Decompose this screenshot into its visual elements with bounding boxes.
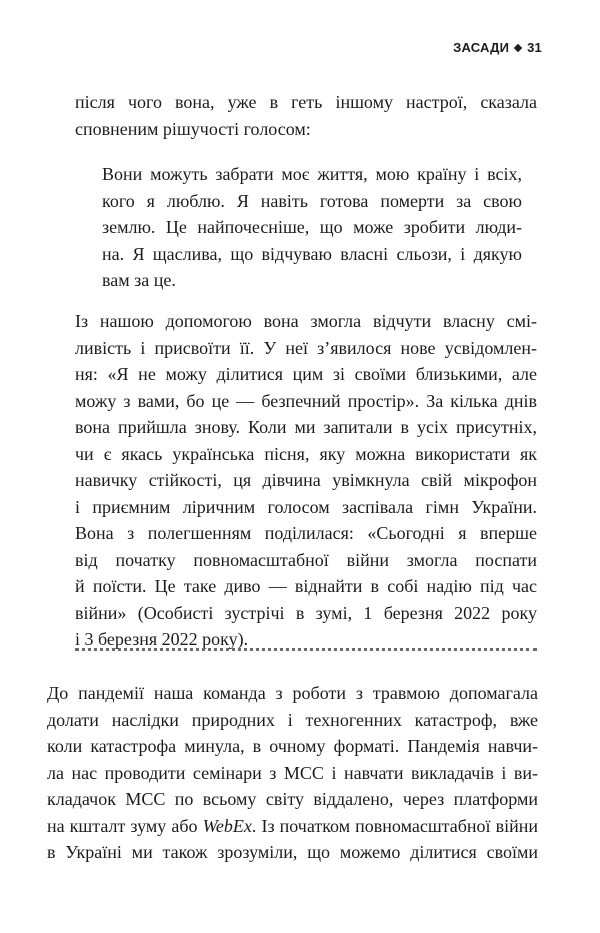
text-line-mixed (47, 813, 538, 840)
main-paragraph (47, 680, 538, 866)
text-line: ня: «Я не можу ділитися цим зі своїми близькими, але (75, 364, 537, 384)
text-segment: . Із початком повномасштабної війни (251, 815, 538, 836)
text-line: і приємним ліричним голосом заспівала гімн України. (75, 496, 537, 517)
text-line: чи є якась українська пісня, яку можна використати як (75, 443, 537, 464)
text-line: після чого вона, уже в геть іншому настрої, сказала (75, 92, 537, 112)
quote-line: Вони можуть забрати моє життя, мою країну і всіх, (102, 164, 522, 184)
text-line: кладачок МСС по всьому світу віддалено, через платформи (47, 789, 538, 809)
block-quote (102, 161, 522, 294)
text-segment: на кшталт зуму або (47, 815, 203, 836)
dotted-divider (75, 648, 537, 651)
story-paragraph (75, 308, 537, 653)
text-line: і 3 березня 2022 року). (75, 629, 249, 649)
text-line: Вона з полегшенням поділилася: «Сьогодні я вперше (75, 523, 537, 543)
text-line: можу з вами, бо це — безпечний простір». За кілька днів (75, 390, 537, 411)
text-line: війни» (Особисті зустрічі в зумі, 1 березня 2022 року (75, 602, 537, 623)
text-line: в Україні ми також зрозуміли, що можемо ділитися своїми (47, 842, 538, 862)
page-number: 31 (527, 40, 542, 55)
text-line: вона прийшла знову. Коли ми запитали в усіх присутніх, (75, 417, 537, 437)
webex-term: WebEx (202, 815, 252, 836)
text-line: від початку повномасштабної війни змогла поспати (75, 549, 537, 570)
text-line: навичку стійкості, ця дівчина увімкнула свій мікрофон (75, 470, 537, 490)
quote-line: кого я люблю. Я навіть готова померти за свою (102, 190, 522, 211)
intro-paragraph (75, 89, 537, 142)
diamond-icon (514, 43, 522, 51)
text-line: сповненим рішучості голосом: (75, 118, 311, 139)
text-line: До пандемії наша команда з роботи з травмою допомагала (47, 683, 538, 703)
quote-line: землю. Це найпочесніше, що може зробити люди- (102, 217, 522, 237)
text-line: долати наслідки природних і техногенних катастроф, вже (47, 709, 538, 730)
section-title: ЗАСАДИ (453, 40, 510, 55)
quote-line: на. Я щаслива, що відчуваю власні сльози, і дякую (102, 243, 522, 264)
text-line: ла нас проводити семінари з МСС і навчати викладачів і ви- (47, 762, 538, 783)
text-line: Із нашою допомогою вона змогла відчути власну смі- (75, 311, 537, 331)
text-line: й поїсти. Це таке диво — віднайти в собі надію під час (75, 576, 537, 596)
text-line: ливість і присвоїти її. У неї з’явилося нове усвідомлен- (75, 337, 537, 358)
quote-line: вам за це. (102, 270, 176, 290)
running-head (453, 40, 542, 55)
text-line: коли катастрофа минула, в очному форматі. Пандемія навчи- (47, 736, 538, 756)
